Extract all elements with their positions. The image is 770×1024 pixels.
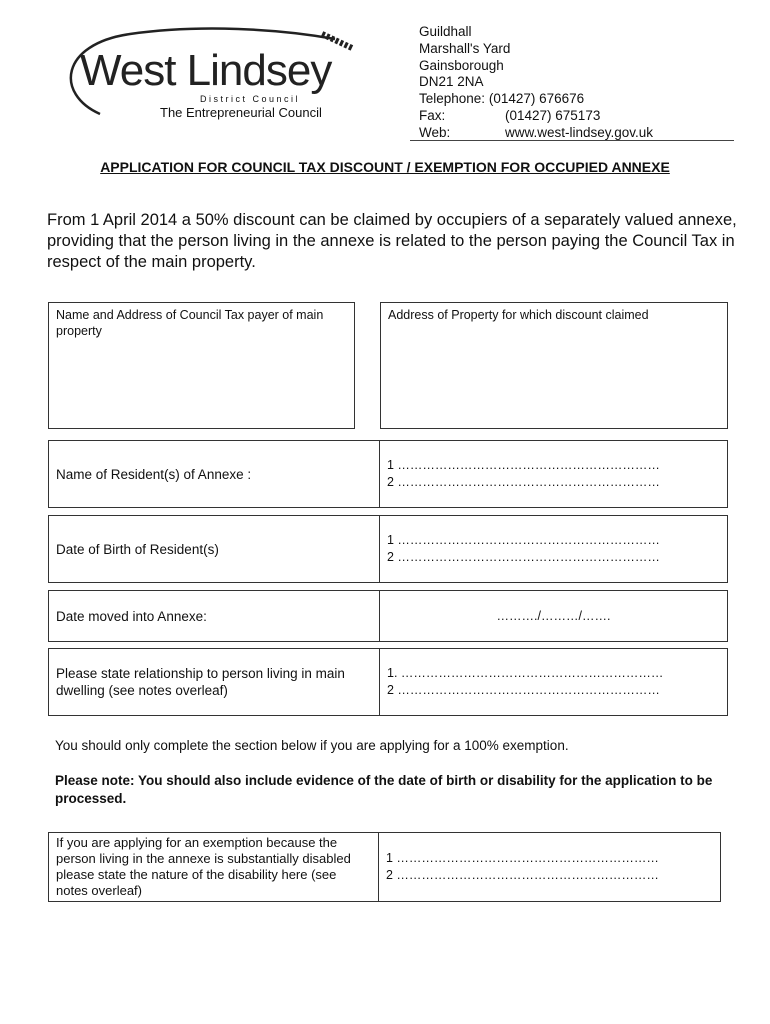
disability-label: If you are applying for an exemption because the person living in the annexe is substantially disabled please state the nature of the disability here (see notes overleaf): [49, 833, 379, 901]
address-line: Guildhall: [419, 24, 472, 39]
relationship-2[interactable]: 2 ………………………………………………………: [387, 683, 660, 697]
birth-date-label: Date of Birth of Resident(s): [49, 516, 380, 582]
fax-label: Fax:: [419, 107, 446, 123]
property-address-field[interactable]: [380, 302, 728, 429]
resident-names-label: Name of Resident(s) of Annexe :: [49, 441, 380, 507]
evidence-note: Please note: You should also include evidence of the date of birth or disability for the application to be processed.: [55, 773, 713, 806]
address-line: Marshall's Yard: [419, 40, 511, 56]
birth-date-1[interactable]: 1 ………………………………………………………: [387, 533, 660, 547]
birth-date-field[interactable]: [380, 516, 727, 582]
telephone-number: (01427) 676676: [488, 91, 585, 107]
taxpayer-address-field[interactable]: [48, 302, 355, 429]
web-link[interactable]: www.west-lindsey.gov.uk: [505, 124, 654, 140]
council-address: [419, 24, 653, 142]
birth-date-row: [48, 515, 728, 583]
relationship-field[interactable]: [380, 649, 727, 715]
resident-name-1[interactable]: 1 ………………………………………………………: [387, 458, 660, 472]
fax-number: (01427) 675173: [505, 107, 601, 123]
header-divider: [410, 140, 734, 141]
birth-date-2[interactable]: 2 ………………………………………………………: [387, 550, 660, 564]
taxpayer-address-label: Name and Address of Council Tax payer of main property: [56, 308, 324, 338]
resident-name-2[interactable]: 2 ………………………………………………………: [387, 475, 660, 489]
relationship-label: Please state relationship to person living in main dwelling (see notes overleaf): [49, 649, 380, 715]
logo-tagline: The Entrepreneurial Council: [160, 105, 322, 120]
resident-names-field[interactable]: [380, 441, 727, 507]
property-address-label: Address of Property for which discount claimed: [388, 308, 649, 322]
move-date-field[interactable]: [380, 591, 727, 641]
address-line: Gainsborough: [419, 57, 504, 73]
move-date-row: [48, 590, 728, 642]
relationship-row: [48, 648, 728, 716]
disability-field[interactable]: [379, 833, 720, 901]
disability-2[interactable]: 2 ………………………………………………………: [386, 868, 659, 882]
exemption-note: You should only complete the section below if you are applying for a 100% exemption.: [55, 738, 569, 753]
disability-row: [48, 832, 721, 902]
disability-1[interactable]: 1 ………………………………………………………: [386, 851, 659, 865]
move-date-value[interactable]: ………./………/…….: [496, 608, 611, 623]
council-logo: [60, 24, 355, 124]
telephone-label: Telephone:: [419, 91, 486, 107]
intro-paragraph: From 1 April 2014 a 50% discount can be claimed by occupiers of a separately valued annexe, providing that the person living in the annexe is related to the person paying the Council Tax in respect of the main property.: [47, 211, 737, 271]
address-line: DN21 2NA: [419, 74, 484, 90]
web-label: Web:: [419, 124, 451, 140]
relationship-1[interactable]: 1. ………………………………………………………: [387, 666, 664, 680]
logo-subtitle: District Council: [200, 94, 301, 104]
page-title: APPLICATION FOR COUNCIL TAX DISCOUNT / EXEMPTION FOR OCCUPIED ANNEXE: [100, 159, 670, 175]
move-date-label: Date moved into Annexe:: [49, 591, 380, 641]
resident-names-row: [48, 440, 728, 508]
logo-name: West Lindsey: [80, 46, 332, 95]
